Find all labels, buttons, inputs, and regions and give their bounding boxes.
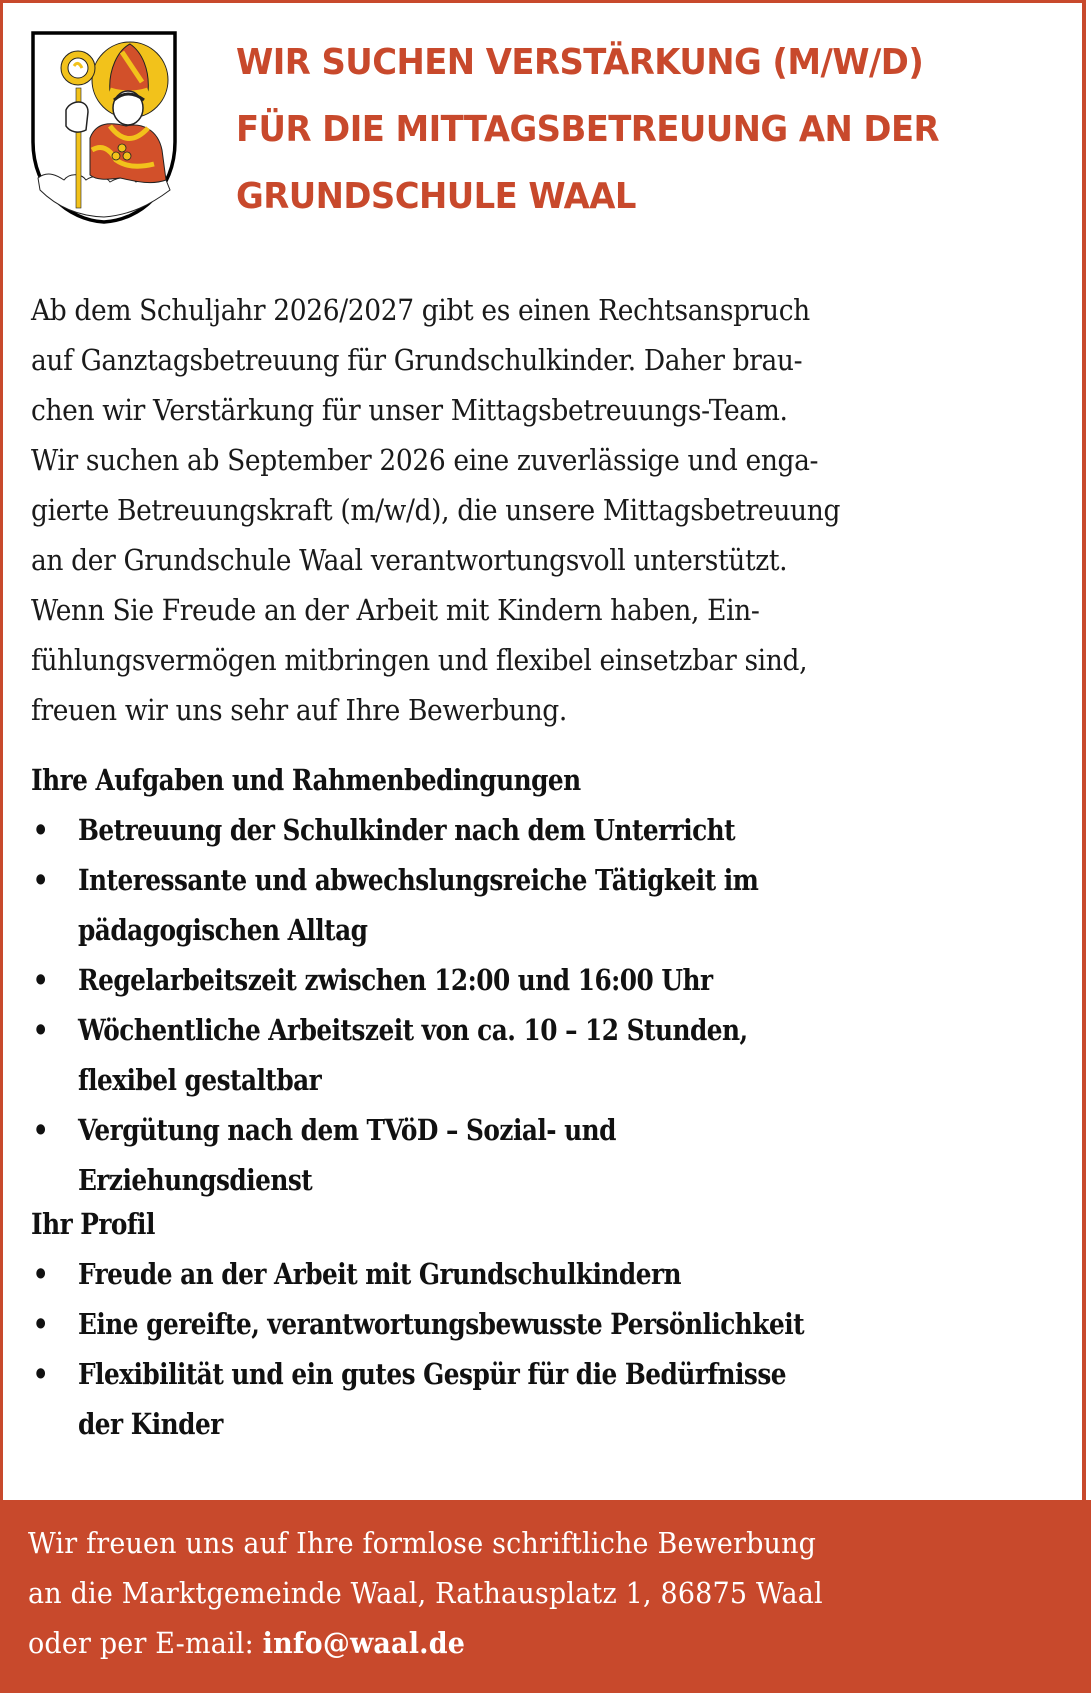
contact-email-line xyxy=(28,1618,1091,1668)
list-item-text: Eine gereifte, verantwortungsbewusste Persönlichkeit xyxy=(77,1307,805,1341)
list-item-text: Regelarbeitszeit zwischen 12:00 und 16:00 Uhr xyxy=(77,963,713,997)
bullet-icon: • xyxy=(32,1257,49,1291)
list-item xyxy=(31,1105,1071,1205)
contact-footer xyxy=(3,1500,1091,1693)
list-item-text: pädagogischen Alltag xyxy=(77,913,368,947)
section-title: Ihre Aufgaben und Rahmenbedingungen xyxy=(31,763,581,797)
intro-line: fühlungsvermögen mitbringen und flexibel einsetzbar sind, xyxy=(31,644,808,677)
contact-address: an die Marktgemeinde Waal, Rathausplatz 1, 86875 Waal xyxy=(28,1576,823,1610)
list-item-text: Vergütung nach dem TVöD – Sozial- und xyxy=(77,1113,617,1147)
email-link[interactable]: info@waal.de xyxy=(262,1626,466,1660)
bullet-icon: • xyxy=(32,1113,49,1147)
headline xyxy=(236,29,1026,230)
list-item-text: Flexibilität und ein gutes Gespür für die Bedürfnisse xyxy=(77,1357,787,1391)
bullet-icon: • xyxy=(32,963,49,997)
email-label: oder per E-mail: xyxy=(28,1626,263,1660)
list-item-text: Freude an der Arbeit mit Grundschulkindern xyxy=(77,1257,682,1291)
headline-line: WIR SUCHEN VERSTÄRKUNG (M/W/D) xyxy=(236,42,924,83)
section-profil xyxy=(31,1199,1071,1449)
intro-line: Ab dem Schuljahr 2026/2027 gibt es einen Rechtsanspruch xyxy=(31,294,810,327)
list-item-text: Betreuung der Schulkinder nach dem Unterricht xyxy=(77,813,736,847)
list-item-text: der Kinder xyxy=(77,1407,223,1441)
section-title: Ihr Profil xyxy=(31,1207,155,1241)
contact-line: Wir freuen uns auf Ihre formlose schriftliche Bewerbung xyxy=(28,1526,817,1560)
list-item xyxy=(31,1299,1071,1349)
bullet-icon: • xyxy=(32,1357,49,1391)
intro-line: Wir suchen ab September 2026 eine zuverlässige und enga- xyxy=(31,444,819,477)
list-item xyxy=(31,955,1071,1005)
section-aufgaben xyxy=(31,755,1071,1205)
list-item xyxy=(31,1249,1071,1299)
intro-line: gierte Betreuungskraft (m/w/d), die unsere Mittagsbetreuung xyxy=(31,494,841,527)
list-item-text: Wöchentliche Arbeitszeit von ca. 10 – 12 Stunden, xyxy=(77,1013,748,1047)
list-item xyxy=(31,1005,1071,1105)
contact-text xyxy=(28,1518,1091,1668)
list-item-text: flexibel gestaltbar xyxy=(77,1063,322,1097)
coat-of-arms-icon xyxy=(30,30,178,225)
headline-line: FÜR DIE MITTAGSBETREUUNG AN DER xyxy=(236,109,940,150)
intro-line: freuen wir uns sehr auf Ihre Bewerbung. xyxy=(31,694,567,727)
bullet-icon: • xyxy=(32,863,49,897)
list-item xyxy=(31,855,1071,955)
intro-line: chen wir Verstärkung für unser Mittagsbetreuungs-Team. xyxy=(31,394,788,427)
intro-line: an der Grundschule Waal verantwortungsvoll unterstützt. xyxy=(31,544,788,577)
list-item-text: Erziehungsdienst xyxy=(77,1163,313,1197)
list-item xyxy=(31,1349,1071,1449)
bullet-icon: • xyxy=(32,1307,49,1341)
headline-line: GRUNDSCHULE WAAL xyxy=(236,176,636,217)
intro-paragraph xyxy=(31,286,1071,736)
list-item xyxy=(31,805,1071,855)
intro-line: auf Ganztagsbetreuung für Grundschulkinder. Daher brau- xyxy=(31,344,803,377)
bullet-icon: • xyxy=(32,813,49,847)
list-item-text: Interessante und abwechslungsreiche Tätigkeit im xyxy=(77,863,759,897)
bullet-icon: • xyxy=(32,1013,49,1047)
intro-line: Wenn Sie Freude an der Arbeit mit Kindern haben, Ein- xyxy=(31,594,760,627)
